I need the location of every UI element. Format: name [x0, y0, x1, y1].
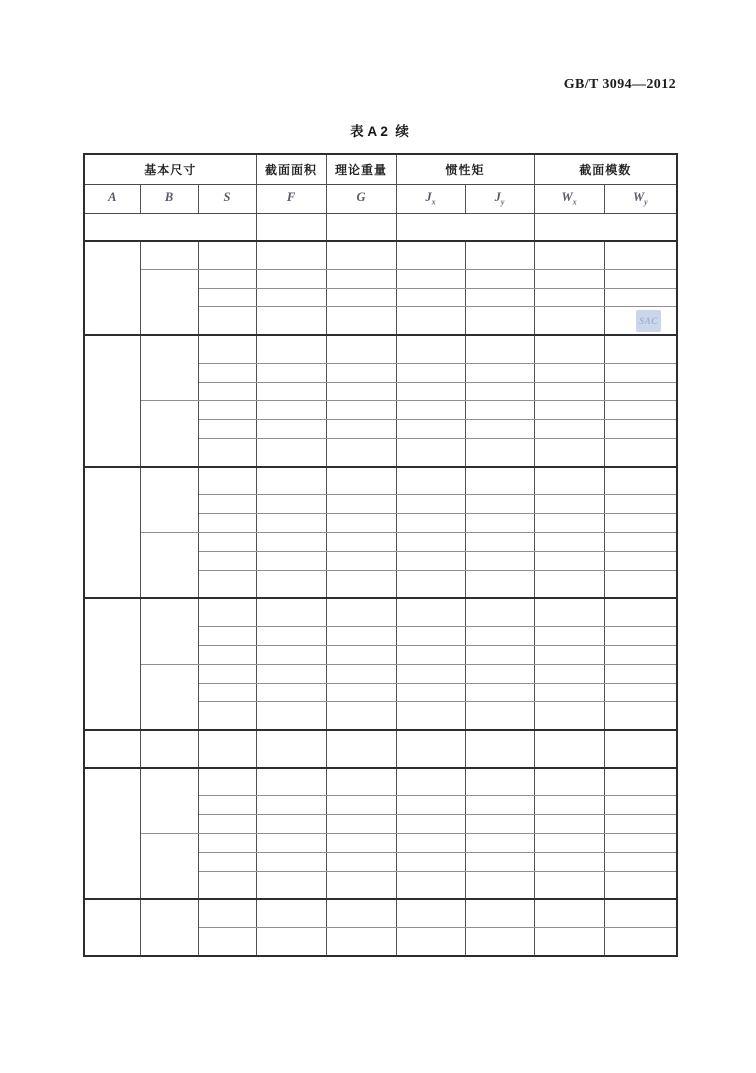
cell-Jx	[396, 241, 465, 269]
cell-S	[198, 570, 256, 598]
cell-F	[256, 307, 326, 335]
column-header-row	[84, 184, 677, 213]
group-header-section-modulus: 截面模数	[534, 154, 677, 184]
cell-G	[326, 730, 396, 768]
cell-Jy	[465, 401, 534, 420]
cell-F	[256, 664, 326, 683]
cell-F	[256, 899, 326, 927]
cell-Wx	[534, 627, 604, 646]
cell-G	[326, 598, 396, 626]
cell-Jy	[465, 551, 534, 570]
cell-F	[256, 467, 326, 495]
cell-Jy	[465, 439, 534, 467]
cell-Jy	[465, 928, 534, 956]
cell-F	[256, 514, 326, 533]
units-cell-inertia	[396, 213, 534, 241]
cell-Wy	[604, 551, 677, 570]
cell-Jy	[465, 852, 534, 871]
units-cell-dimensions	[84, 213, 256, 241]
cell-Wy	[604, 899, 677, 927]
cell-S	[198, 533, 256, 552]
cell-B-group5	[140, 730, 198, 768]
cell-Wx	[534, 288, 604, 307]
cell-Wx	[534, 495, 604, 514]
cell-Jx	[396, 598, 465, 626]
cell-Jy	[465, 382, 534, 401]
cell-S	[198, 702, 256, 730]
body-row	[84, 834, 677, 853]
cell-G	[326, 768, 396, 796]
cell-Wx	[534, 928, 604, 956]
col-header-b: B	[140, 184, 198, 213]
cell-S	[198, 598, 256, 626]
cell-Wy	[604, 514, 677, 533]
cell-Jx	[396, 645, 465, 664]
cell-B-group4	[140, 598, 198, 664]
cell-F	[256, 702, 326, 730]
cell-F	[256, 363, 326, 382]
section-properties-table	[83, 153, 678, 957]
cell-S	[198, 467, 256, 495]
col-header-wx: $W_x$	[534, 184, 604, 213]
units-row	[84, 213, 677, 241]
cell-B-group7	[140, 899, 198, 956]
col-header-jy: $J_y$	[465, 184, 534, 213]
cell-G	[326, 852, 396, 871]
cell-Wy	[604, 928, 677, 956]
cell-Jy	[465, 664, 534, 683]
cell-F	[256, 768, 326, 796]
cell-Wx	[534, 514, 604, 533]
cell-Jy	[465, 627, 534, 646]
cell-Jy	[465, 570, 534, 598]
group-header-row	[84, 154, 677, 184]
body-row	[84, 899, 677, 927]
body-row	[84, 241, 677, 269]
cell-Wy	[604, 307, 677, 335]
cell-Jx	[396, 664, 465, 683]
cell-Wy	[604, 627, 677, 646]
cell-S	[198, 928, 256, 956]
cell-G	[326, 382, 396, 401]
cell-F	[256, 627, 326, 646]
cell-Jx	[396, 815, 465, 834]
cell-Jy	[465, 514, 534, 533]
cell-Jy	[465, 815, 534, 834]
cell-Wx	[534, 241, 604, 269]
cell-Jy	[465, 598, 534, 626]
cell-Wy	[604, 269, 677, 288]
cell-G	[326, 467, 396, 495]
cell-F	[256, 570, 326, 598]
cell-Jy	[465, 899, 534, 927]
cell-Wy	[604, 495, 677, 514]
cell-Wx	[534, 664, 604, 683]
cell-S	[198, 495, 256, 514]
cell-S	[198, 420, 256, 439]
group-header-moment-of-inertia: 惯性矩	[396, 154, 534, 184]
cell-F	[256, 852, 326, 871]
body-row	[84, 335, 677, 363]
cell-Wx	[534, 335, 604, 363]
cell-Wx	[534, 269, 604, 288]
cell-Wx	[534, 683, 604, 702]
cell-Wy	[604, 570, 677, 598]
cell-F	[256, 928, 326, 956]
cell-S	[198, 288, 256, 307]
cell-G	[326, 928, 396, 956]
cell-Wy	[604, 834, 677, 853]
cell-B-group1	[140, 269, 198, 335]
cell-Jx	[396, 288, 465, 307]
doc-number: GB/T 3094—2012	[563, 77, 676, 92]
cell-F	[256, 645, 326, 664]
cell-Jy	[465, 796, 534, 815]
cell-Wx	[534, 598, 604, 626]
cell-Jx	[396, 899, 465, 927]
cell-Wx	[534, 768, 604, 796]
cell-G	[326, 834, 396, 853]
group-header-basic-dimensions: 基本尺寸	[84, 154, 256, 184]
cell-F	[256, 382, 326, 401]
cell-F	[256, 533, 326, 552]
body-row	[84, 401, 677, 420]
cell-G	[326, 420, 396, 439]
cell-Jy	[465, 533, 534, 552]
cell-Wy	[604, 796, 677, 815]
col-header-g: G	[326, 184, 396, 213]
cell-G	[326, 533, 396, 552]
units-cell-modulus	[534, 213, 677, 241]
cell-Wy	[604, 401, 677, 420]
cell-Wy	[604, 241, 677, 269]
cell-G	[326, 796, 396, 815]
col-header-jx: $J_x$	[396, 184, 465, 213]
cell-Jy	[465, 730, 534, 768]
cell-S	[198, 815, 256, 834]
cell-Wx	[534, 439, 604, 467]
cell-Jx	[396, 852, 465, 871]
units-cell-area	[256, 213, 326, 241]
cell-Wy	[604, 533, 677, 552]
cell-S	[198, 664, 256, 683]
cell-S	[198, 307, 256, 335]
cell-Jx	[396, 834, 465, 853]
units-cell-weight	[326, 213, 396, 241]
cell-Wx	[534, 307, 604, 335]
cell-Wx	[534, 401, 604, 420]
cell-G	[326, 702, 396, 730]
cell-Jx	[396, 871, 465, 899]
cell-G	[326, 871, 396, 899]
cell-B-group2	[140, 335, 198, 401]
cell-F	[256, 401, 326, 420]
cell-F	[256, 834, 326, 853]
cell-Wy	[604, 871, 677, 899]
col-header-f: F	[256, 184, 326, 213]
cell-B-group1	[140, 241, 198, 269]
cell-Jx	[396, 401, 465, 420]
cell-Jx	[396, 382, 465, 401]
cell-A-group6	[84, 768, 140, 900]
cell-Wy	[604, 683, 677, 702]
cell-Wx	[534, 645, 604, 664]
cell-Jx	[396, 467, 465, 495]
cell-S	[198, 796, 256, 815]
cell-S	[198, 241, 256, 269]
cell-A-group4	[84, 598, 140, 730]
cell-Wx	[534, 871, 604, 899]
cell-F	[256, 683, 326, 702]
cell-Jy	[465, 335, 534, 363]
cell-Wx	[534, 467, 604, 495]
cell-Jy	[465, 871, 534, 899]
cell-G	[326, 307, 396, 335]
cell-Wx	[534, 570, 604, 598]
cell-G	[326, 514, 396, 533]
cell-Wx	[534, 834, 604, 853]
col-header-wy: $W_y$	[604, 184, 677, 213]
cell-S	[198, 439, 256, 467]
cell-Jx	[396, 702, 465, 730]
cell-Jy	[465, 363, 534, 382]
cell-Jx	[396, 796, 465, 815]
cell-F	[256, 551, 326, 570]
cell-S	[198, 269, 256, 288]
cell-B-group6	[140, 834, 198, 900]
cell-G	[326, 335, 396, 363]
cell-G	[326, 241, 396, 269]
cell-Wy	[604, 288, 677, 307]
cell-Jx	[396, 551, 465, 570]
cell-F	[256, 796, 326, 815]
cell-Jy	[465, 834, 534, 853]
cell-A-group2	[84, 335, 140, 467]
cell-B-group3	[140, 467, 198, 533]
group-header-section-area: 截面面积	[256, 154, 326, 184]
cell-F	[256, 815, 326, 834]
cell-Jx	[396, 363, 465, 382]
body-row	[84, 533, 677, 552]
cell-S	[198, 401, 256, 420]
cell-Wx	[534, 730, 604, 768]
cell-Wx	[534, 815, 604, 834]
cell-A-group5	[84, 730, 140, 768]
cell-Jy	[465, 269, 534, 288]
cell-F	[256, 730, 326, 768]
cell-Jx	[396, 495, 465, 514]
cell-Wx	[534, 852, 604, 871]
cell-Jy	[465, 307, 534, 335]
cell-B-group6	[140, 768, 198, 834]
cell-Jy	[465, 683, 534, 702]
cell-Jx	[396, 307, 465, 335]
cell-S	[198, 899, 256, 927]
cell-F	[256, 439, 326, 467]
cell-Jx	[396, 730, 465, 768]
cell-G	[326, 627, 396, 646]
group-header-theoretical-weight: 理论重量	[326, 154, 396, 184]
col-header-a: A	[84, 184, 140, 213]
cell-Jx	[396, 420, 465, 439]
cell-F	[256, 598, 326, 626]
cell-Jx	[396, 335, 465, 363]
cell-Jx	[396, 683, 465, 702]
cell-F	[256, 420, 326, 439]
cell-Jy	[465, 645, 534, 664]
cell-Wx	[534, 363, 604, 382]
cell-Wx	[534, 382, 604, 401]
cell-Jy	[465, 495, 534, 514]
cell-G	[326, 288, 396, 307]
cell-S	[198, 382, 256, 401]
cell-G	[326, 439, 396, 467]
cell-Wy	[604, 664, 677, 683]
cell-S	[198, 551, 256, 570]
cell-Wx	[534, 551, 604, 570]
cell-S	[198, 730, 256, 768]
cell-Wx	[534, 533, 604, 552]
cell-Wx	[534, 899, 604, 927]
cell-Jy	[465, 702, 534, 730]
cell-Jx	[396, 514, 465, 533]
cell-S	[198, 834, 256, 853]
cell-Wy	[604, 439, 677, 467]
cell-S	[198, 768, 256, 796]
body-row	[84, 467, 677, 495]
body-row	[84, 269, 677, 288]
cell-S	[198, 514, 256, 533]
cell-Wy	[604, 730, 677, 768]
sac-watermark-label: SAC	[639, 316, 658, 326]
cell-Jy	[465, 241, 534, 269]
body-row	[84, 598, 677, 626]
cell-Wy	[604, 852, 677, 871]
cell-Wx	[534, 796, 604, 815]
cell-Jx	[396, 928, 465, 956]
cell-G	[326, 645, 396, 664]
cell-G	[326, 899, 396, 927]
cell-S	[198, 852, 256, 871]
cell-S	[198, 335, 256, 363]
cell-Wy	[604, 335, 677, 363]
body-row	[84, 664, 677, 683]
cell-G	[326, 551, 396, 570]
cell-G	[326, 683, 396, 702]
cell-F	[256, 288, 326, 307]
cell-Wy	[604, 768, 677, 796]
cell-Wx	[534, 702, 604, 730]
cell-Jx	[396, 439, 465, 467]
cell-S	[198, 645, 256, 664]
cell-Wy	[604, 598, 677, 626]
cell-Jx	[396, 570, 465, 598]
cell-Jy	[465, 420, 534, 439]
cell-B-group3	[140, 533, 198, 599]
cell-S	[198, 683, 256, 702]
cell-Wy	[604, 645, 677, 664]
cell-F	[256, 871, 326, 899]
cell-F	[256, 269, 326, 288]
cell-G	[326, 664, 396, 683]
cell-Jx	[396, 627, 465, 646]
table-title: 表 A 2 续	[350, 124, 409, 139]
cell-G	[326, 363, 396, 382]
cell-G	[326, 269, 396, 288]
cell-S	[198, 627, 256, 646]
cell-Jx	[396, 533, 465, 552]
cell-G	[326, 570, 396, 598]
cell-B-group2	[140, 401, 198, 467]
cell-Wy	[604, 467, 677, 495]
cell-A-group1	[84, 241, 140, 335]
cell-G	[326, 401, 396, 420]
col-header-s: S	[198, 184, 256, 213]
cell-G	[326, 815, 396, 834]
cell-F	[256, 335, 326, 363]
body-row	[84, 768, 677, 796]
cell-F	[256, 495, 326, 514]
cell-B-group4	[140, 664, 198, 730]
cell-Wy	[604, 382, 677, 401]
cell-Jx	[396, 269, 465, 288]
cell-A-group7	[84, 899, 140, 956]
cell-Jy	[465, 768, 534, 796]
cell-Jx	[396, 768, 465, 796]
cell-S	[198, 363, 256, 382]
cell-Wy	[604, 702, 677, 730]
cell-S	[198, 871, 256, 899]
cell-F	[256, 241, 326, 269]
cell-A-group3	[84, 467, 140, 599]
cell-Wy	[604, 420, 677, 439]
cell-G	[326, 495, 396, 514]
cell-Wy	[604, 815, 677, 834]
cell-Jy	[465, 288, 534, 307]
cell-Wy	[604, 363, 677, 382]
cell-Wx	[534, 420, 604, 439]
body-row	[84, 730, 677, 768]
cell-Jy	[465, 467, 534, 495]
